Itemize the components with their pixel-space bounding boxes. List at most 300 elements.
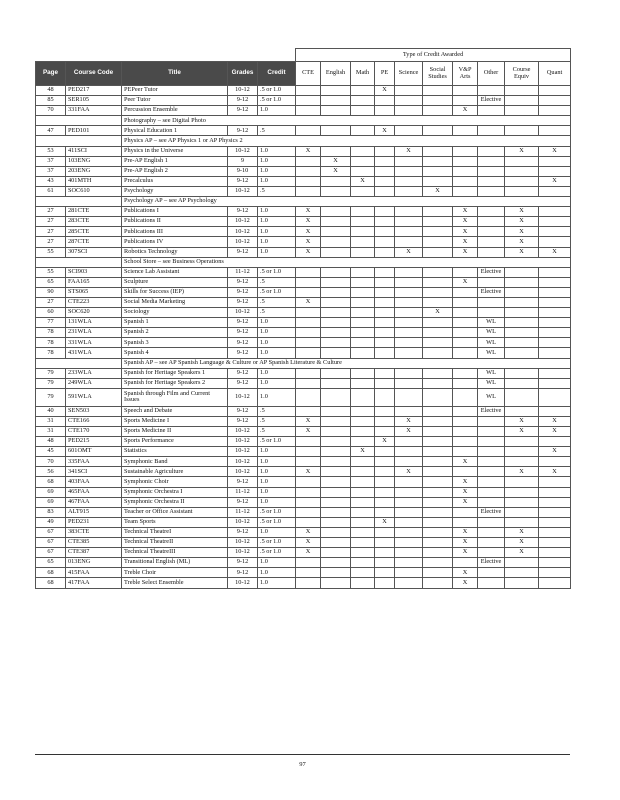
cell-cr: .5 or 1.0 (258, 267, 296, 277)
cell-ss (423, 378, 453, 388)
cell-ss (423, 437, 453, 447)
cell-sci (395, 267, 423, 277)
column-header: PE (375, 62, 395, 86)
cell-sci (395, 558, 423, 568)
cell-cte (296, 517, 321, 527)
cell-math (351, 517, 375, 527)
cell-vpa (453, 338, 478, 348)
column-header: Page (36, 62, 66, 86)
cell-cte (296, 96, 321, 106)
cell-sci (395, 96, 423, 106)
table-row (36, 227, 571, 237)
cell-p: 69 (36, 497, 66, 507)
table-row (36, 308, 571, 318)
cell-g: 10-12 (228, 308, 258, 318)
table-row (36, 247, 571, 257)
cell-ss (423, 477, 453, 487)
cell-math (351, 527, 375, 537)
cell-q (539, 568, 571, 578)
cell-cr: .5 or 1.0 (258, 437, 296, 447)
cell-oth (478, 106, 505, 116)
cell-title: Publications IV (122, 237, 228, 247)
cell-oth (478, 277, 505, 287)
cell-g: 9-12 (228, 318, 258, 328)
cell-q (539, 166, 571, 176)
cell-math: X (351, 176, 375, 186)
cell-cte (296, 156, 321, 166)
cell-math (351, 237, 375, 247)
table-row (36, 277, 571, 287)
cell-p: 55 (36, 247, 66, 257)
cell-ss (423, 467, 453, 477)
cell-code: 591WLA (66, 388, 122, 406)
table-row (36, 287, 571, 297)
cell-vpa (453, 447, 478, 457)
cell-eng (321, 487, 351, 497)
cell-vpa (453, 308, 478, 318)
cell-q: X (539, 176, 571, 186)
cell-eng (321, 467, 351, 477)
cell-cr: 1.0 (258, 156, 296, 166)
cell-q (539, 548, 571, 558)
cell-title: Spanish 4 (122, 348, 228, 358)
cell-eq (505, 186, 539, 196)
cell-eng (321, 507, 351, 517)
cell-title: Sports Medicine II (122, 427, 228, 437)
table-row (36, 416, 571, 426)
cell-g: 10-12 (228, 578, 258, 588)
cell-math: X (351, 447, 375, 457)
cell-sci (395, 457, 423, 467)
cell-cte: X (296, 427, 321, 437)
table-row (36, 297, 571, 307)
cell-title: Spanish 2 (122, 328, 228, 338)
table-row (36, 86, 571, 96)
cell-eq (505, 156, 539, 166)
cell-q (539, 457, 571, 467)
cell-ss: X (423, 186, 453, 196)
cell-ss (423, 86, 453, 96)
cell-eng (321, 558, 351, 568)
cell-pe (375, 507, 395, 517)
cell-eq (505, 297, 539, 307)
table-row (36, 517, 571, 527)
cell-q (539, 388, 571, 406)
cell-title: Transitional English (ML) (122, 558, 228, 568)
cell-cte (296, 277, 321, 287)
cell-sci (395, 86, 423, 96)
cell-pe (375, 447, 395, 457)
table-row (36, 156, 571, 166)
cell-title: Robotics Technology (122, 247, 228, 257)
cell-sci (395, 217, 423, 227)
cell-cr: 1.0 (258, 368, 296, 378)
cell-pe (375, 318, 395, 328)
cell-eq: X (505, 217, 539, 227)
cell-math (351, 416, 375, 426)
cell-q (539, 96, 571, 106)
cell-eng: X (321, 166, 351, 176)
cell-vpa (453, 176, 478, 186)
cell-cr: 1.0 (258, 106, 296, 116)
cell-code: 383CTE (66, 527, 122, 537)
cell-eq: X (505, 146, 539, 156)
cell-oth: WL (478, 338, 505, 348)
cell-cte: X (296, 237, 321, 247)
table-row (36, 568, 571, 578)
cell-pe: X (375, 126, 395, 136)
cell-sci (395, 277, 423, 287)
cell-math (351, 368, 375, 378)
table-row (36, 217, 571, 227)
table-row (36, 176, 571, 186)
cell-vpa (453, 126, 478, 136)
cell-p: 69 (36, 487, 66, 497)
cell-sci (395, 517, 423, 527)
cell-p: 43 (36, 176, 66, 186)
cell-code: SCI903 (66, 267, 122, 277)
cell-q (539, 277, 571, 287)
cell-code: PED101 (66, 126, 122, 136)
cell-oth (478, 548, 505, 558)
cell-g: 10-12 (228, 217, 258, 227)
column-header: Course Equiv (505, 62, 539, 86)
cell-q (539, 186, 571, 196)
cell-eq (505, 558, 539, 568)
cell-ss (423, 287, 453, 297)
cell-eng (321, 186, 351, 196)
cell-g: 9-12 (228, 96, 258, 106)
cell-p: 70 (36, 106, 66, 116)
cell-eq (505, 338, 539, 348)
note-row (36, 197, 571, 207)
cell-code: PED215 (66, 437, 122, 447)
cell-oth (478, 467, 505, 477)
cell-vpa: X (453, 578, 478, 588)
cell-cr: 1.0 (258, 176, 296, 186)
cell-cte (296, 338, 321, 348)
cell-vpa: X (453, 217, 478, 227)
cell-p: 37 (36, 166, 66, 176)
cell-cte (296, 507, 321, 517)
cell-eng (321, 106, 351, 116)
cell-q (539, 578, 571, 588)
column-header: CTE (296, 62, 321, 86)
cell-g: 9-12 (228, 368, 258, 378)
table-row (36, 126, 571, 136)
cell-g: 10-12 (228, 237, 258, 247)
cell-sci (395, 106, 423, 116)
cell-cte (296, 318, 321, 328)
cell-cte (296, 437, 321, 447)
cell-eq (505, 348, 539, 358)
cell-g: 9-12 (228, 126, 258, 136)
cell-pe (375, 207, 395, 217)
cell-eq (505, 96, 539, 106)
cell-pe (375, 487, 395, 497)
cell-math (351, 348, 375, 358)
cell-oth (478, 176, 505, 186)
cell-cr: 1.0 (258, 457, 296, 467)
cell-g: 10-12 (228, 227, 258, 237)
cell-math (351, 96, 375, 106)
cell-math (351, 126, 375, 136)
cell-eq (505, 378, 539, 388)
cell-vpa (453, 427, 478, 437)
cell-g: 10-12 (228, 437, 258, 447)
cell-q (539, 297, 571, 307)
table-row (36, 406, 571, 416)
cell-ss (423, 267, 453, 277)
cell-oth: WL (478, 368, 505, 378)
cell-eq (505, 447, 539, 457)
table-row (36, 437, 571, 447)
cell-p: 40 (36, 406, 66, 416)
note-spacer (36, 257, 122, 267)
cell-pe: X (375, 86, 395, 96)
cell-sci (395, 507, 423, 517)
table-row (36, 507, 571, 517)
cell-vpa: X (453, 487, 478, 497)
cell-math (351, 538, 375, 548)
cell-ss (423, 558, 453, 568)
cell-oth (478, 457, 505, 467)
cell-pe (375, 328, 395, 338)
cell-ss (423, 126, 453, 136)
cell-eng (321, 267, 351, 277)
cell-ss: X (423, 308, 453, 318)
cell-eq (505, 368, 539, 378)
cell-sci (395, 568, 423, 578)
table-row (36, 368, 571, 378)
cell-cr: .5 or 1.0 (258, 96, 296, 106)
cell-cr: 1.0 (258, 388, 296, 406)
cell-cr: .5 or 1.0 (258, 86, 296, 96)
cell-math (351, 156, 375, 166)
cell-title: Teacher or Office Assistant (122, 507, 228, 517)
cell-cte: X (296, 467, 321, 477)
cell-code: SER105 (66, 96, 122, 106)
cell-g: 10-12 (228, 186, 258, 196)
table-row (36, 267, 571, 277)
cell-eng (321, 207, 351, 217)
cell-oth (478, 86, 505, 96)
cell-code: CTE385 (66, 538, 122, 548)
cell-q (539, 538, 571, 548)
note-cell: Physics AP – see AP Physics 1 or AP Physics 2 (122, 136, 571, 146)
cell-cte (296, 86, 321, 96)
cell-eq (505, 287, 539, 297)
cell-cr: 1.0 (258, 166, 296, 176)
cell-math (351, 267, 375, 277)
cell-title: Publications III (122, 227, 228, 237)
table-body (36, 86, 571, 589)
cell-code: 283CTE (66, 217, 122, 227)
cell-oth (478, 517, 505, 527)
cell-code: 465FAA (66, 487, 122, 497)
cell-vpa: X (453, 277, 478, 287)
table-row (36, 558, 571, 568)
cell-eq (505, 106, 539, 116)
cell-pe (375, 186, 395, 196)
cell-q: X (539, 467, 571, 477)
cell-title: Spanish for Heritage Speakers 1 (122, 368, 228, 378)
cell-math (351, 437, 375, 447)
cell-vpa (453, 86, 478, 96)
cell-title: Pre-AP English 1 (122, 156, 228, 166)
table-row (36, 447, 571, 457)
cell-pe (375, 477, 395, 487)
cell-vpa: X (453, 548, 478, 558)
cell-code: 203ENG (66, 166, 122, 176)
cell-pe (375, 277, 395, 287)
cell-code: CTE170 (66, 427, 122, 437)
cell-cte: X (296, 527, 321, 537)
cell-g: 9-12 (228, 287, 258, 297)
cell-p: 27 (36, 217, 66, 227)
cell-title: Sculpture (122, 277, 228, 287)
column-header: Quant (539, 62, 571, 86)
cell-code: SOC620 (66, 308, 122, 318)
cell-q (539, 106, 571, 116)
cell-eng (321, 338, 351, 348)
cell-title: Psychology (122, 186, 228, 196)
cell-g: 9-12 (228, 568, 258, 578)
cell-vpa: X (453, 527, 478, 537)
cell-q (539, 287, 571, 297)
cell-pe (375, 467, 395, 477)
cell-ss (423, 297, 453, 307)
cell-eq: X (505, 416, 539, 426)
column-header: Grades (228, 62, 258, 86)
cell-eq (505, 166, 539, 176)
cell-eng (321, 437, 351, 447)
cell-code: 403FAA (66, 477, 122, 487)
cell-oth: WL (478, 318, 505, 328)
column-header: Math (351, 62, 375, 86)
cell-g: 10-12 (228, 467, 258, 477)
cell-title: PEPeer Tutor (122, 86, 228, 96)
cell-ss (423, 207, 453, 217)
cell-ss (423, 227, 453, 237)
table-row (36, 578, 571, 588)
cell-title: Sociology (122, 308, 228, 318)
cell-p: 78 (36, 338, 66, 348)
cell-cte (296, 406, 321, 416)
cell-cr: 1.0 (258, 338, 296, 348)
cell-code: CTE387 (66, 548, 122, 558)
cell-title: Spanish 3 (122, 338, 228, 348)
cell-eq (505, 406, 539, 416)
cell-cte (296, 126, 321, 136)
cell-cr: 1.0 (258, 527, 296, 537)
cell-cr: 1.0 (258, 227, 296, 237)
cell-cr: 1.0 (258, 318, 296, 328)
cell-cr: .5 (258, 186, 296, 196)
cell-code: 131WLA (66, 318, 122, 328)
cell-title: Technical TheatreII (122, 538, 228, 548)
cell-pe (375, 338, 395, 348)
cell-p: 48 (36, 86, 66, 96)
cell-code: CTE166 (66, 416, 122, 426)
cell-cr: .5 or 1.0 (258, 517, 296, 527)
cell-g: 10-12 (228, 427, 258, 437)
cell-cr: .5 or 1.0 (258, 538, 296, 548)
cell-cte (296, 578, 321, 588)
cell-q (539, 338, 571, 348)
cell-sci (395, 497, 423, 507)
cell-code: 401MTH (66, 176, 122, 186)
cell-g: 10-12 (228, 388, 258, 406)
cell-title: Technical TheatreI (122, 527, 228, 537)
cell-oth (478, 416, 505, 426)
cell-oth: Elective (478, 406, 505, 416)
cell-cte (296, 487, 321, 497)
cell-g: 10-12 (228, 548, 258, 558)
note-cell: Photography – see Digital Photo (122, 116, 571, 126)
cell-q (539, 126, 571, 136)
cell-p: 79 (36, 368, 66, 378)
cell-cte (296, 477, 321, 487)
cell-g: 9-12 (228, 527, 258, 537)
column-header: Social Studies (423, 62, 453, 86)
cell-cr: 1.0 (258, 568, 296, 578)
cell-code: 415FAA (66, 568, 122, 578)
credit-table-page (35, 48, 570, 768)
cell-pe (375, 406, 395, 416)
cell-vpa (453, 437, 478, 447)
cell-code: 103ENG (66, 156, 122, 166)
cell-cte (296, 267, 321, 277)
cell-math (351, 548, 375, 558)
cell-sci (395, 308, 423, 318)
cell-title: Science Lab Assistant (122, 267, 228, 277)
column-header: Credit (258, 62, 296, 86)
cell-sci (395, 297, 423, 307)
cell-math (351, 166, 375, 176)
table-row (36, 388, 571, 406)
cell-cr: 1.0 (258, 237, 296, 247)
cell-title: Symphonic Orchestra II (122, 497, 228, 507)
cell-g: 9-12 (228, 558, 258, 568)
cell-ss (423, 527, 453, 537)
cell-cr: .5 (258, 406, 296, 416)
cell-cte (296, 186, 321, 196)
cell-math (351, 497, 375, 507)
cell-ss (423, 338, 453, 348)
cell-math (351, 388, 375, 406)
cell-p: 68 (36, 568, 66, 578)
cell-ss (423, 217, 453, 227)
cell-eng (321, 497, 351, 507)
cell-eq (505, 86, 539, 96)
cell-oth (478, 227, 505, 237)
cell-cr: 1.0 (258, 207, 296, 217)
cell-pe (375, 348, 395, 358)
cell-eq (505, 308, 539, 318)
cell-eq: X (505, 527, 539, 537)
cell-oth (478, 237, 505, 247)
cell-vpa (453, 378, 478, 388)
cell-math (351, 308, 375, 318)
cell-g: 9-12 (228, 176, 258, 186)
cell-cr: 1.0 (258, 348, 296, 358)
cell-sci (395, 527, 423, 537)
cell-vpa (453, 186, 478, 196)
table-row (36, 146, 571, 156)
cell-title: Pre-AP English 2 (122, 166, 228, 176)
cell-q (539, 437, 571, 447)
